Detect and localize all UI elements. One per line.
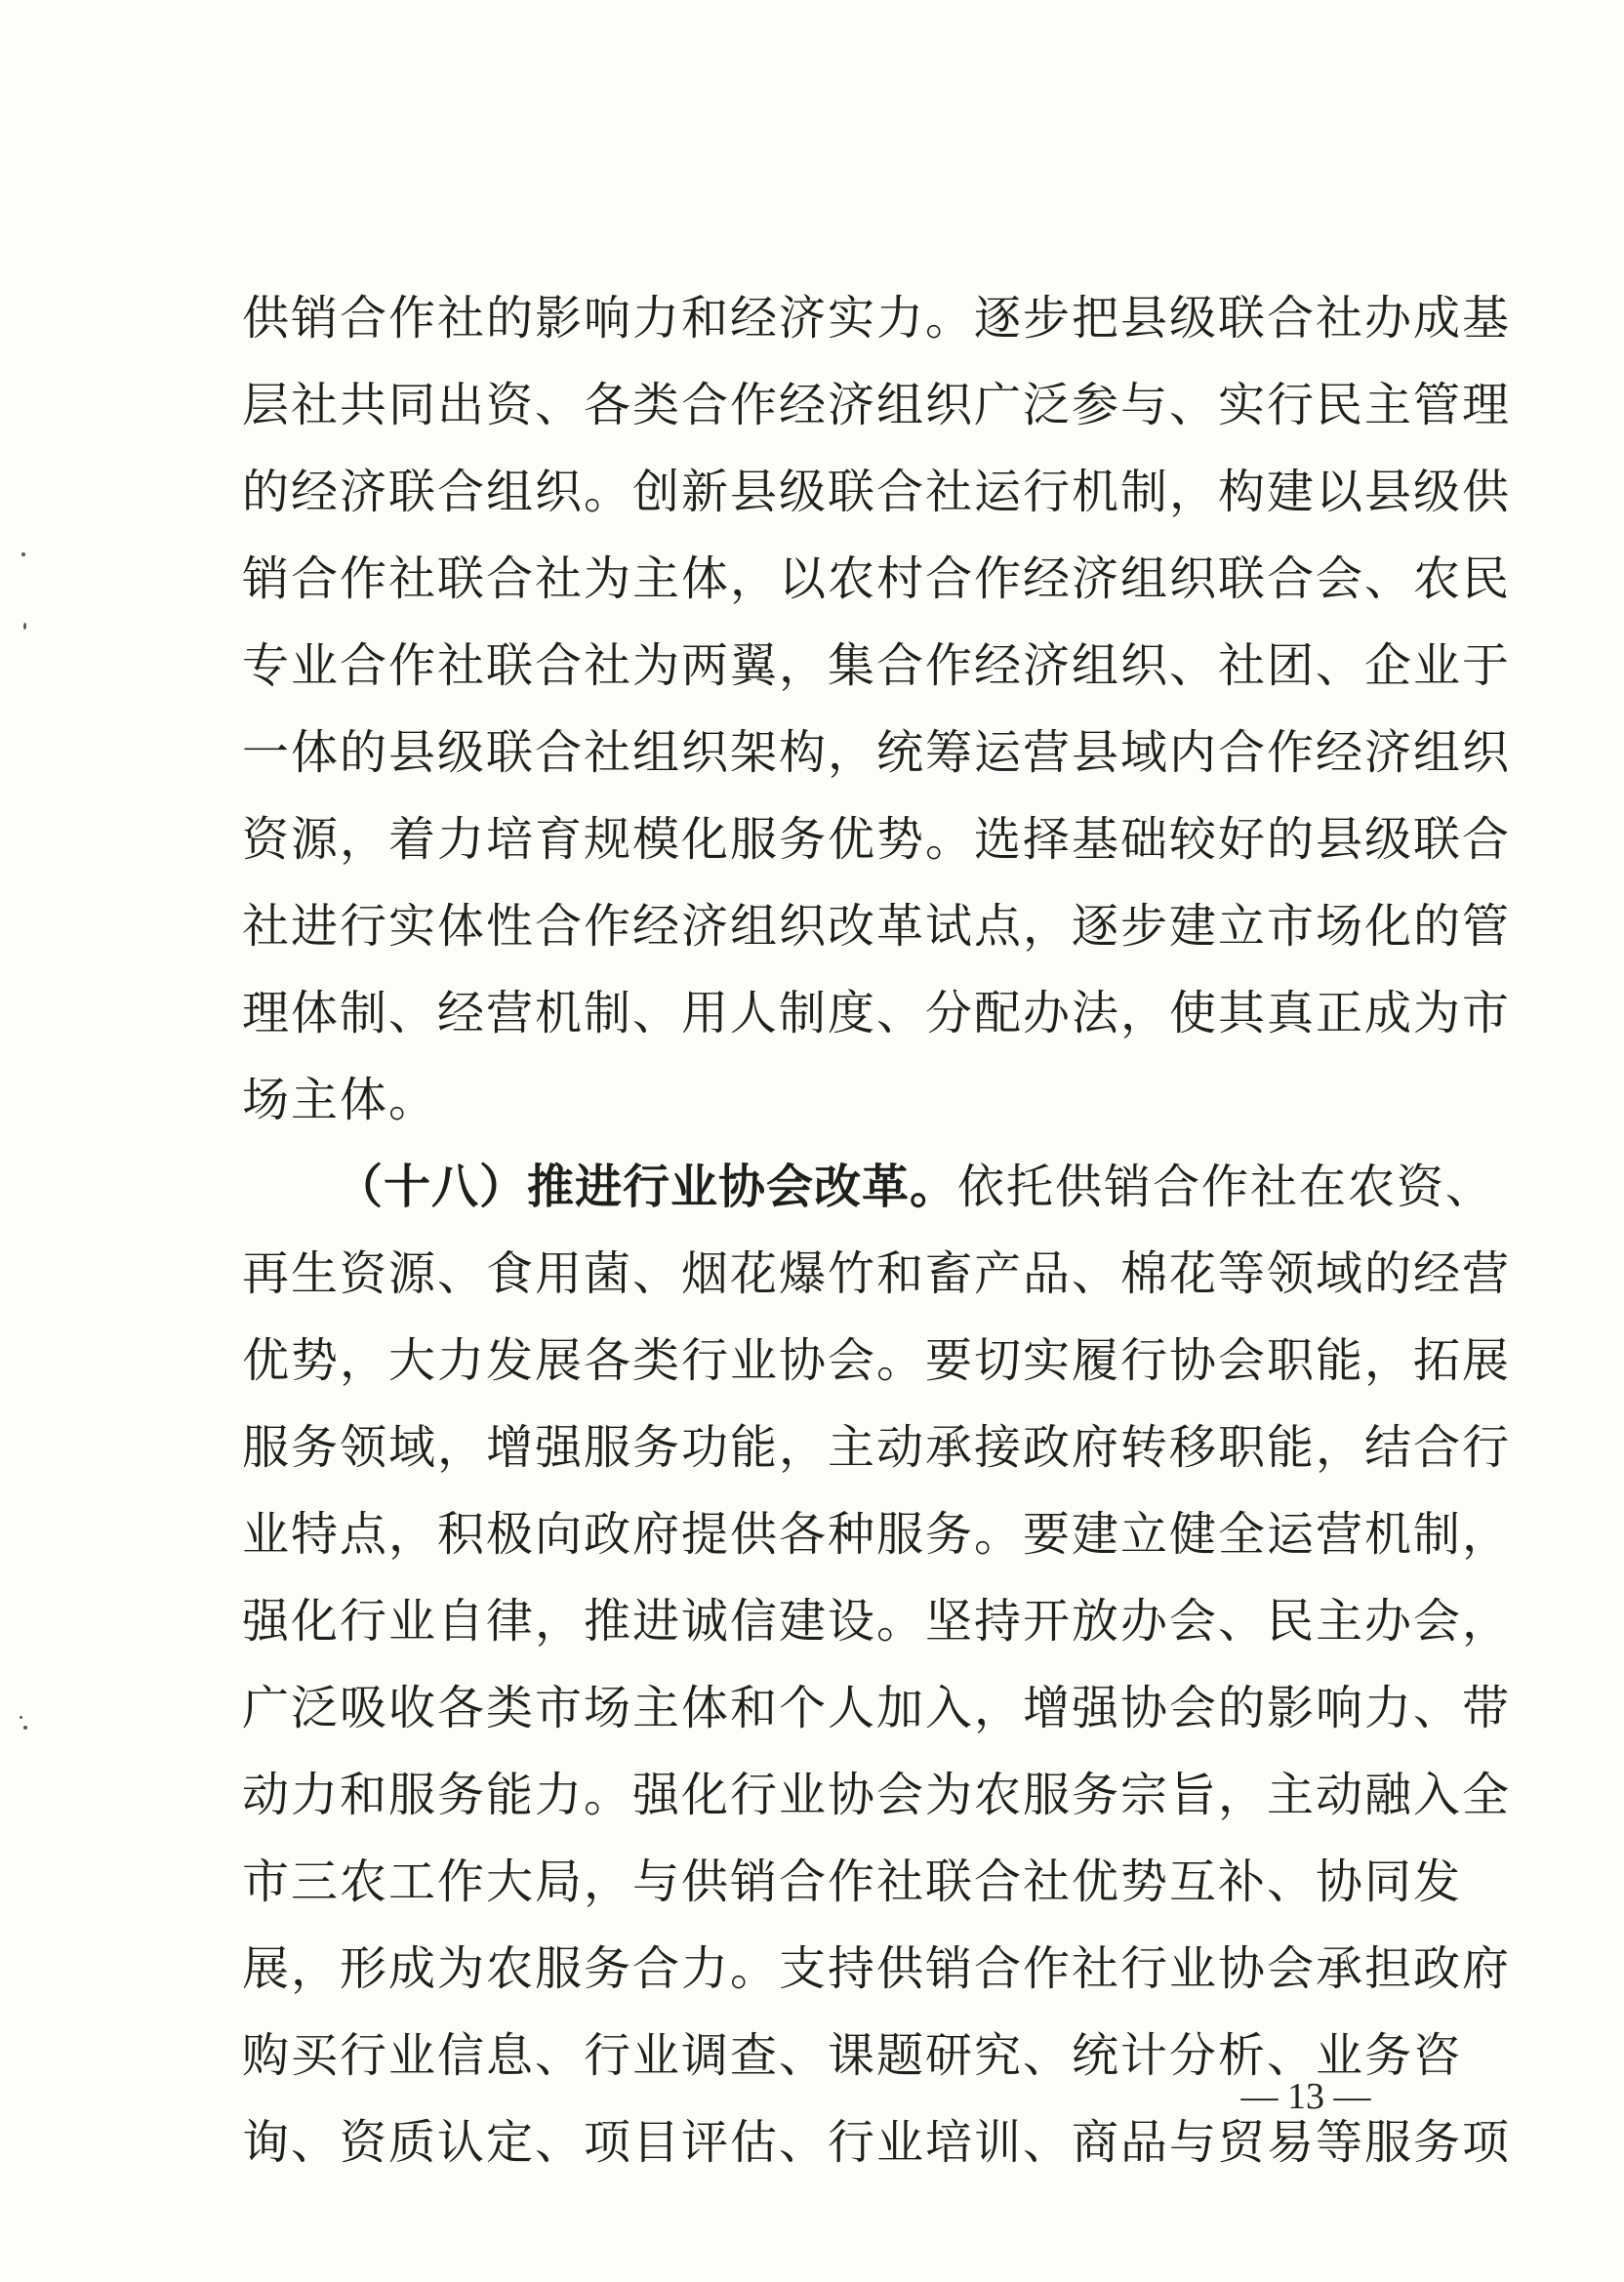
- text-line: 理体制、经营机制、用人制度、分配办法，使其真正成为市: [242, 986, 1512, 1040]
- scan-speck: [21, 552, 25, 556]
- text-line: 销合作社联合社为主体，以农村合作经济组织联合会、农民: [242, 551, 1512, 606]
- scan-speck: [23, 623, 26, 630]
- paragraph: [242, 1144, 1512, 2186]
- text-line: 强化行业自律，推进诚信建设。坚持开放办会、民主办会，: [242, 1594, 1512, 1649]
- scan-speck: [20, 1716, 22, 1719]
- text-line: 服务领域，增强服务功能，主动承接政府转移职能，结合行: [242, 1420, 1512, 1475]
- heading-continuation: 依托供销合作社在农资、: [957, 1160, 1495, 1214]
- text-line: 专业合作社联合社为两翼，集合作经济组织、社团、企业于: [242, 638, 1512, 693]
- text-line: 一体的县级联合社组织架构，统筹运营县域内合作经济组织: [242, 725, 1512, 780]
- page-number: — 13 —: [1240, 2076, 1371, 2117]
- text-line: 广泛吸收各类市场主体和个人加入，增强协会的影响力、带: [242, 1681, 1512, 1735]
- paragraph: [242, 275, 1512, 1144]
- text-line: 社进行实体性合作经济组织改革试点，逐步建立市场化的管: [242, 899, 1512, 954]
- text-line: 展，形成为农服务合力。支持供销合作社行业协会承担政府: [242, 1941, 1512, 1996]
- text-line: 的经济联合组织。创新县级联合社运行机制，构建以县级供: [242, 465, 1512, 519]
- text-line: 再生资源、食用菌、烟花爆竹和畜产品、棉花等领域的经营: [242, 1246, 1512, 1301]
- text-line: 资源，着力培育规模化服务优势。选择基础较好的县级联合: [242, 812, 1512, 867]
- scan-speck: [23, 1726, 27, 1730]
- text-line: 优势，大力发展各类行业协会。要切实履行协会职能，拓展: [242, 1333, 1512, 1388]
- text-line: 询、资质认定、项目评估、行业培训、商品与贸易等服务项: [242, 2115, 1512, 2170]
- text-line: 层社共同出资、各类合作经济组织广泛参与、实行民主管理: [242, 378, 1512, 432]
- text-line: 场主体。: [242, 1073, 438, 1127]
- text-line: [242, 1144, 1495, 1231]
- body-text: [242, 275, 1512, 2186]
- text-line: 供销合作社的影响力和经济实力。逐步把县级联合社办成基: [242, 291, 1512, 346]
- text-line: 购买行业信息、行业调查、课题研究、统计分析、业务咨: [242, 2028, 1463, 2083]
- section-heading: （十八）推进行业协会改革。: [336, 1160, 958, 1214]
- text-line: 业特点，积极向政府提供各种服务。要建立健全运营机制，: [242, 1507, 1512, 1562]
- text-line: 动力和服务能力。强化行业协会为农服务宗旨，主动融入全: [242, 1768, 1512, 1822]
- text-line: 市三农工作大局，与供销合作社联合社优势互补、协同发: [242, 1854, 1463, 1909]
